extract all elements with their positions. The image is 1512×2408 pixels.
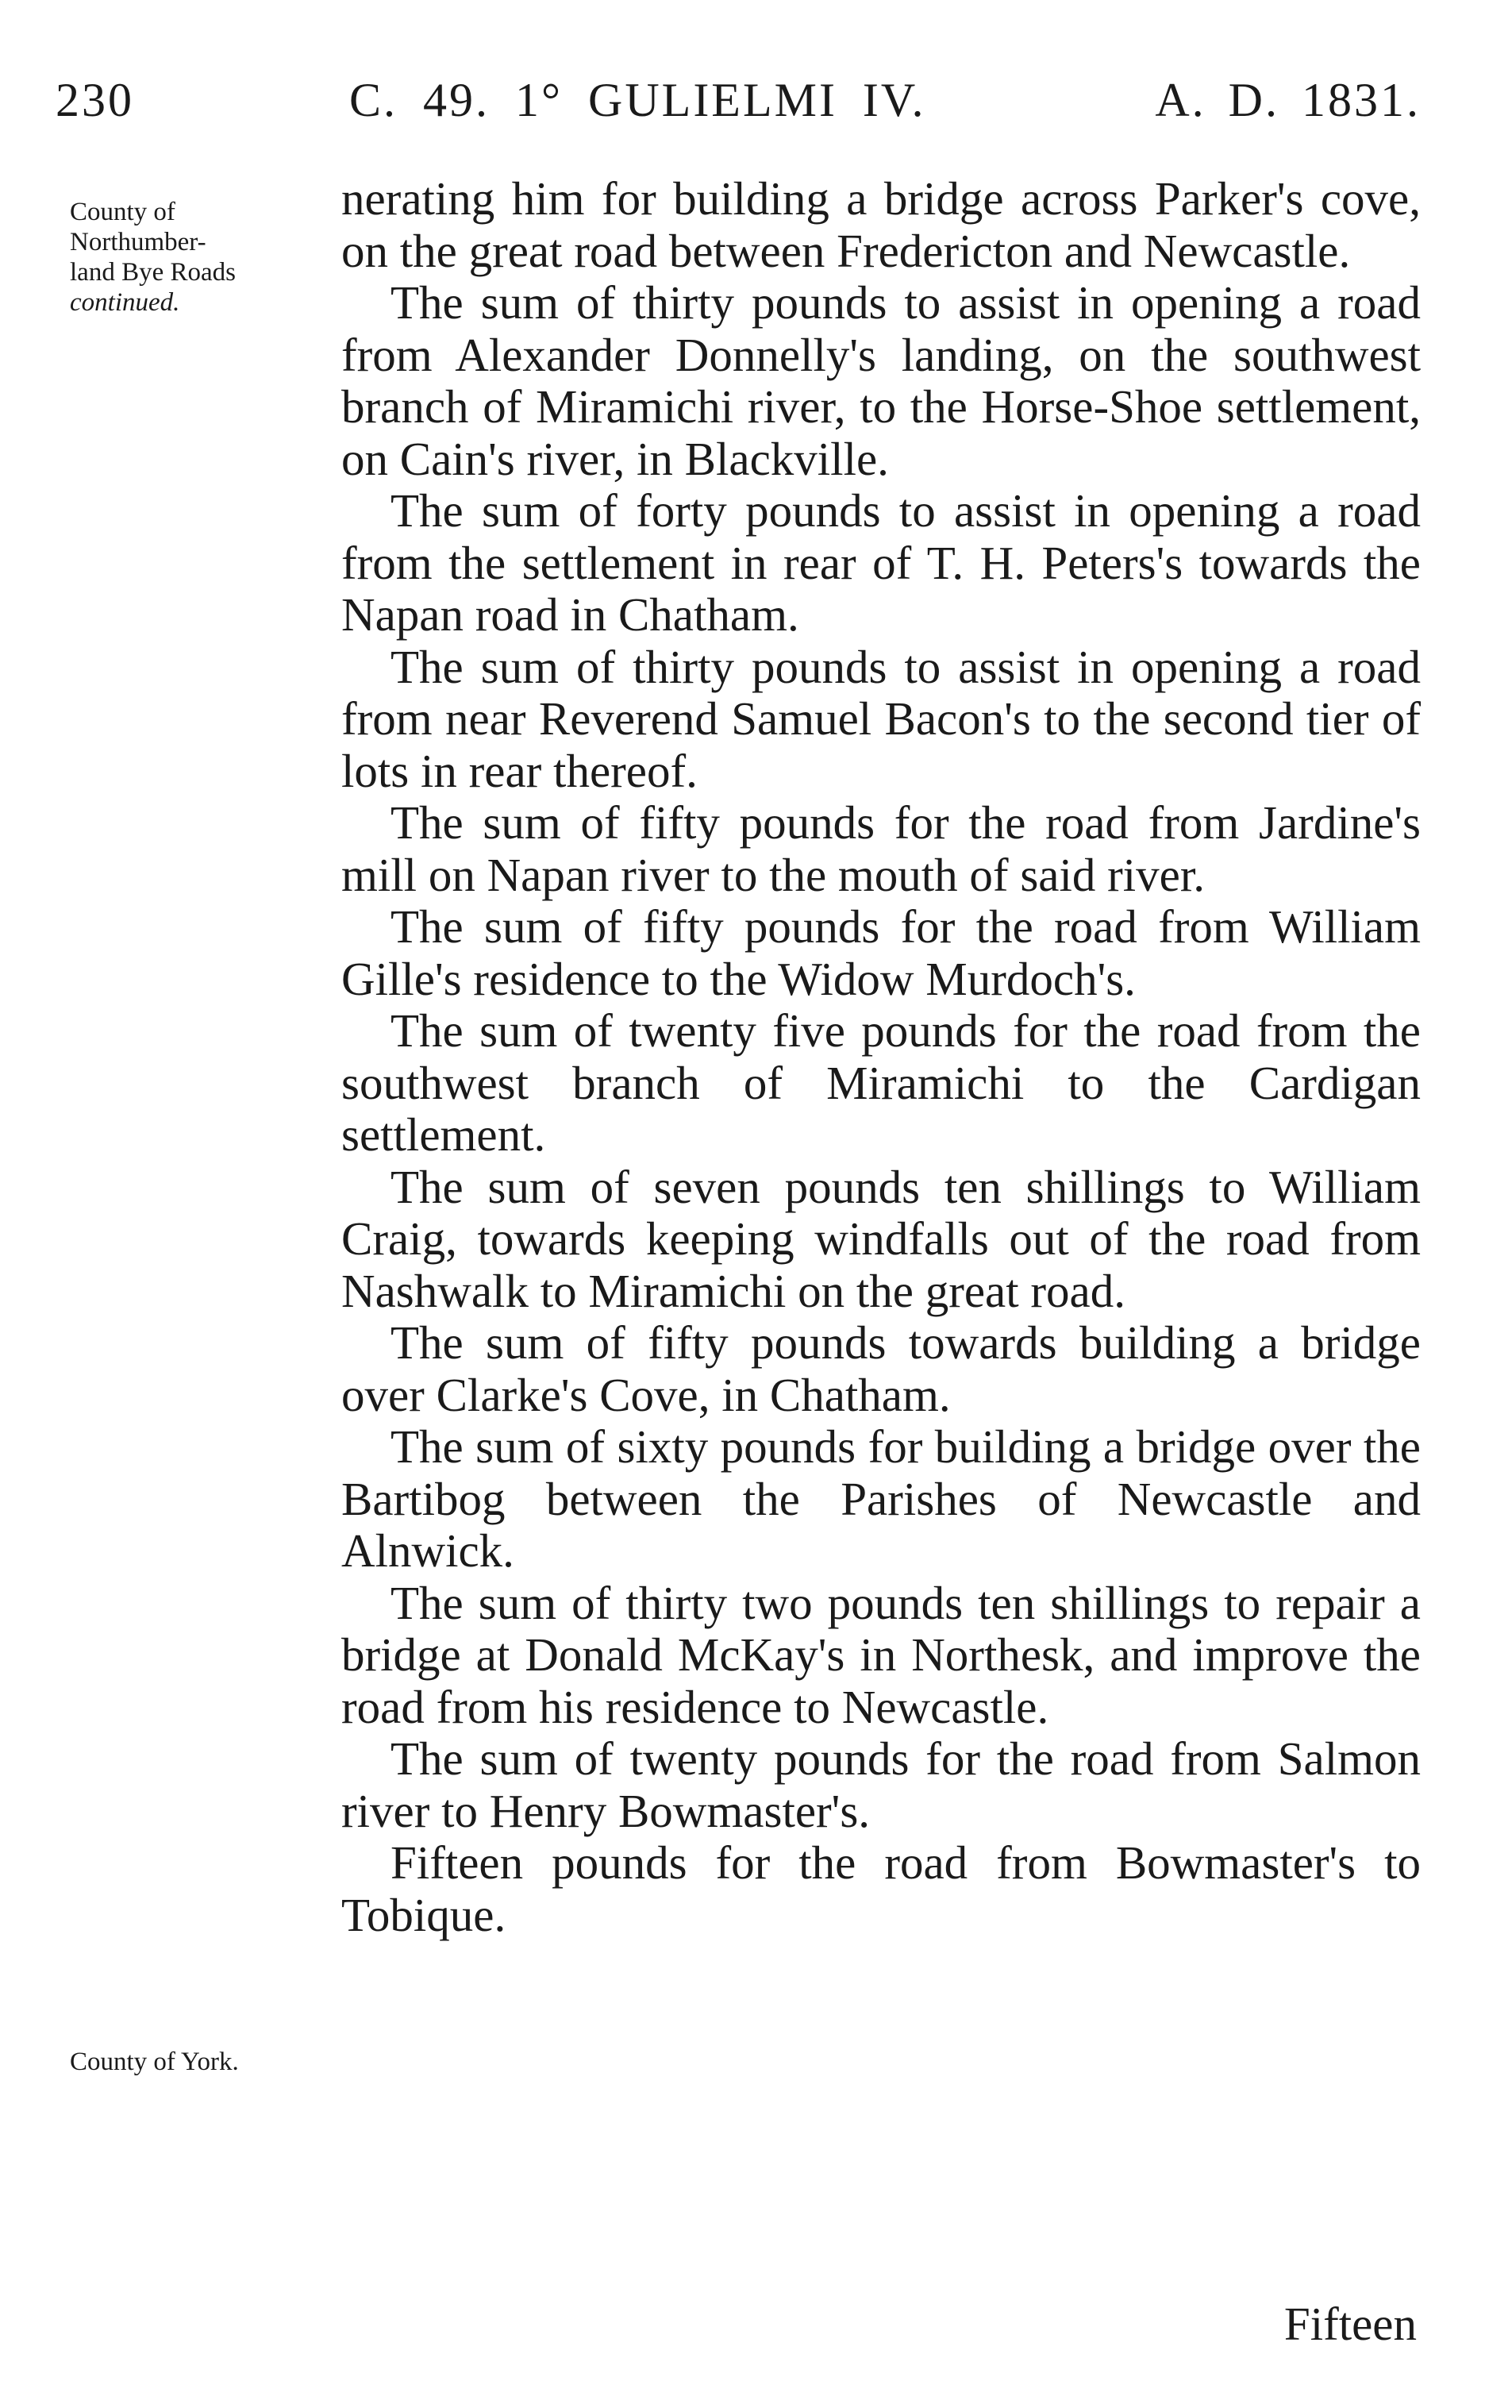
paragraph: The sum of thirty pounds to assist in opening a road from near Reverend Samuel Bacon's to the second tier of lots in rear thereof.	[341, 640, 1421, 797]
paragraph: The sum of twenty five pounds for the road from the southwest branch of Miramichi to the Cardigan settlement.	[341, 1004, 1421, 1161]
paragraph: The sum of fifty pounds for the road from Jardine's mill on Napan river to the mouth of said river.	[341, 796, 1421, 901]
body-text	[341, 173, 1421, 1941]
margin-line: continued.	[70, 288, 180, 317]
paragraph: Fifteen pounds for the road from Bowmaster's to Tobique.	[341, 1836, 1421, 1941]
paragraph: The sum of sixty pounds for building a bridge over the Bartibog between the Parishes of Newcastle and Alnwick.	[341, 1420, 1421, 1577]
margin-note-york: County of York.	[70, 2048, 239, 2076]
paragraph: The sum of thirty two pounds ten shillings to repair a bridge at Donald McKay's in Northesk, and improve the road from his residence to Newcastle.	[341, 1576, 1421, 1733]
paragraph: The sum of fifty pounds towards building a bridge over Clarke's Cove, in Chatham.	[341, 1316, 1421, 1421]
running-header	[56, 73, 1421, 137]
margin-note-northumberland	[70, 197, 340, 318]
margin-line: County of	[70, 198, 175, 226]
paragraph: The sum of fifty pounds for the road from William Gille's residence to the Widow Murdoch's.	[341, 900, 1421, 1005]
paragraph: The sum of seven pounds ten shillings to William Craig, towards keeping windfalls out of the road from Nashwalk to Miramichi on the great road.	[341, 1160, 1421, 1317]
paragraph: The sum of twenty pounds for the road from Salmon river to Henry Bowmaster's.	[341, 1732, 1421, 1837]
margin-line: Northumber-	[70, 228, 206, 256]
paragraph: The sum of forty pounds to assist in opening a road from the settlement in rear of T. H. Peters's towards the Napan road in Chatham.	[341, 484, 1421, 641]
paragraph: nerating him for building a bridge across Parker's cove, on the great road between Fredericton and Newcastle.	[341, 172, 1421, 277]
margin-line: land Bye Roads	[70, 258, 236, 287]
catchword: Fifteen	[1283, 2298, 1417, 2350]
year-heading: A. D. 1831.	[1155, 74, 1421, 126]
paragraph: The sum of thirty pounds to assist in opening a road from Alexander Donnelly's landing, on the southwest branch of Miramichi river, to the Horse-Shoe settlement, on Cain's river, in Blackville.	[341, 276, 1421, 485]
page-number: 230	[56, 74, 134, 126]
chapter-title: C. 49. 1° GULIELMI IV.	[349, 74, 926, 126]
